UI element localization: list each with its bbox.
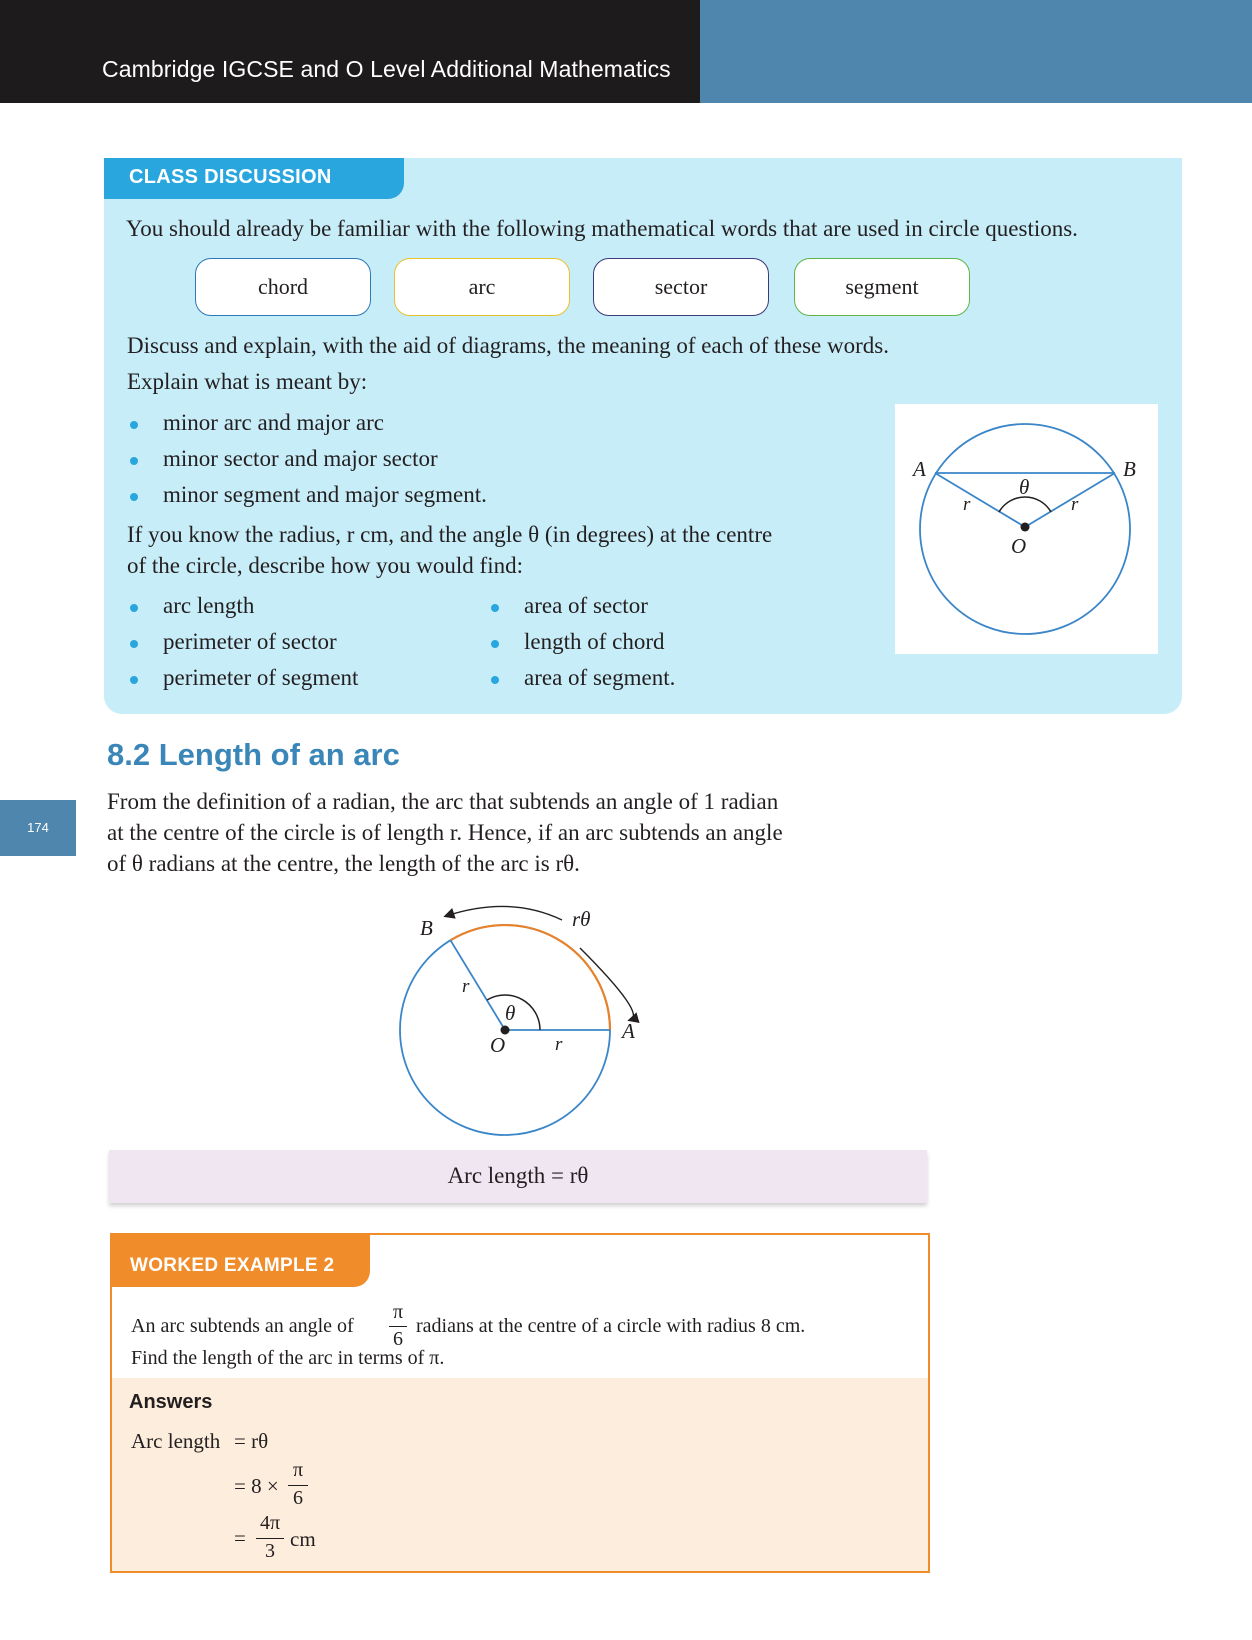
label-a: A — [622, 1019, 635, 1043]
header-accent — [700, 0, 1252, 103]
label-b: B — [1123, 457, 1136, 481]
explain-text: Explain what is meant by: — [127, 369, 368, 394]
fraction-denominator: 6 — [393, 1328, 403, 1350]
centre-point — [1021, 523, 1030, 532]
chord-sector-diagram — [895, 404, 1158, 654]
answer-lhs: Arc length — [131, 1429, 221, 1453]
label-a: A — [913, 457, 926, 481]
find-item: arc length — [127, 593, 254, 619]
body-text-line: at the centre of the circle is of length r. Hence, if an arc subtends an angle — [107, 820, 783, 845]
find-item: perimeter of sector — [127, 629, 337, 655]
label-r-left: r — [963, 494, 971, 515]
book-title: Cambridge IGCSE and O Level Additional Mathematics — [102, 56, 671, 82]
answer-step: = — [234, 1526, 246, 1550]
question-text: radians at the centre of a circle with radius 8 cm. — [416, 1315, 806, 1337]
page-number: 174 — [27, 820, 49, 835]
fraction-numerator: π — [392, 1301, 404, 1323]
bullet-item: minor segment and major segment. — [127, 482, 487, 508]
radius-ob — [451, 940, 506, 1030]
fraction-numerator: π — [292, 1459, 304, 1481]
bullet-item: minor arc and major arc — [127, 410, 384, 436]
label-o: O — [1011, 534, 1027, 558]
header-bar — [0, 0, 700, 103]
find-item: area of sector — [488, 593, 648, 619]
label-b: B — [420, 916, 433, 940]
answer-unit: cm — [290, 1527, 316, 1551]
know-text-line1: If you know the radius, r cm, and the angle θ (in degrees) at the centre — [127, 522, 773, 547]
answer-step: = rθ — [234, 1429, 269, 1453]
arc-length-diagram — [380, 890, 680, 1140]
label-r-upper: r — [462, 976, 470, 997]
class-discussion-intro: You should already be familiar with the following mathematical words that are used in circle questions. — [126, 216, 1078, 241]
worked-example-label: WORKED EXAMPLE 2 — [130, 1255, 335, 1276]
fraction-denominator: 6 — [293, 1487, 303, 1509]
section-title: 8.2 Length of an arc — [107, 737, 400, 772]
label-r-right: r — [1071, 494, 1079, 515]
label-theta: θ — [1019, 475, 1030, 499]
find-item: length of chord — [488, 629, 665, 655]
find-item: perimeter of segment — [127, 665, 358, 691]
class-discussion-label: CLASS DISCUSSION — [129, 166, 332, 188]
label-r-lower: r — [555, 1034, 563, 1055]
term-arc: arc — [394, 258, 570, 316]
label-r-theta: rθ — [572, 907, 591, 931]
question-text: Find the length of the arc in terms of π. — [131, 1347, 445, 1369]
fraction-numerator: 4π — [259, 1512, 281, 1534]
bullet-item: minor sector and major sector — [127, 446, 438, 472]
body-text-line: of θ radians at the centre, the length of the arc is rθ. — [107, 851, 580, 876]
term-segment: segment — [794, 258, 970, 316]
find-item: area of segment. — [488, 665, 675, 691]
discuss-text: Discuss and explain, with the aid of diagrams, the meaning of each of these words. — [127, 333, 889, 358]
know-text-line2: of the circle, describe how you would find: — [127, 553, 523, 578]
body-text-line: From the definition of a radian, the arc that subtends an angle of 1 radian — [107, 789, 779, 814]
term-chord: chord — [195, 258, 371, 316]
arc-highlight — [451, 925, 611, 1030]
fraction-denominator: 3 — [265, 1540, 275, 1562]
answers-heading: Answers — [129, 1391, 213, 1413]
label-theta: θ — [505, 1001, 516, 1025]
arc-arrow — [580, 948, 633, 1020]
term-sector: sector — [593, 258, 769, 316]
answer-step: = 8 × — [234, 1474, 279, 1498]
angle-arc — [999, 497, 1051, 512]
arc-arrow — [446, 906, 562, 920]
arc-length-formula: Arc length = rθ — [447, 1163, 589, 1188]
label-o: O — [490, 1033, 506, 1057]
question-text: An arc subtends an angle of — [131, 1315, 354, 1337]
